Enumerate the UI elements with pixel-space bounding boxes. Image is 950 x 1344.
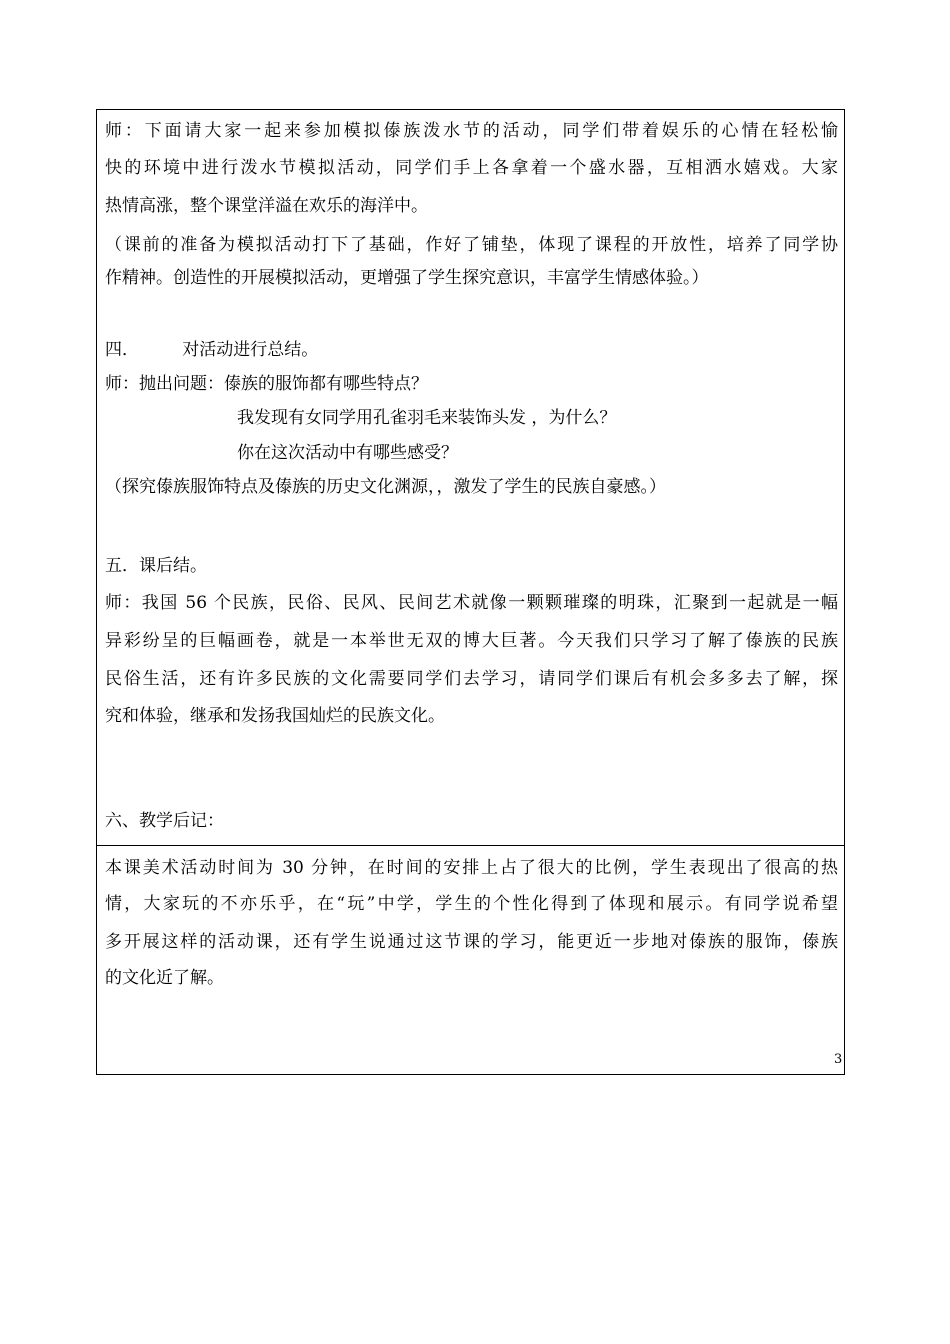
question-line: 你在这次活动中有哪些感受？	[237, 443, 458, 463]
text-line: 民俗生活，还有许多民族的文化需要同学们去学习，请同学们课后有机会多多去了解，探	[105, 669, 838, 689]
text-line: 究和体验，继承和发扬我国灿烂的民族文化。	[105, 706, 445, 726]
section-heading: 六、教学后记：	[105, 811, 224, 831]
section-heading: 四． 对活动进行总结。	[105, 340, 319, 360]
text-line: 作精神。创造性的开展模拟活动，更增强了学生探究意识，丰富学生情感体验。）	[105, 268, 709, 288]
lesson-table	[96, 109, 845, 1075]
text-line: 热情高涨，整个课堂洋溢在欢乐的海洋中。	[105, 196, 428, 216]
section-heading: 五．课后结。	[105, 556, 207, 576]
text-line: （探究傣族服饰特点及傣族的历史文化渊源，，激发了学生的民族自豪感。）	[105, 477, 666, 497]
question-line: 我发现有女同学用孔雀羽毛来装饰头发 ，为什么？	[237, 408, 617, 428]
page-number: 3	[834, 1052, 843, 1067]
text-line: 本课美术活动时间为 30 分钟，在时间的安排上占了很大的比例，学生表现出了很高的热	[105, 858, 838, 878]
reflection-cell	[97, 845, 844, 1074]
text-line: 师：下面请大家一起来参加模拟傣族泼水节的活动，同学们带着娱乐的心情在轻松愉	[105, 121, 838, 141]
activity-cell	[97, 110, 844, 845]
text-line: 异彩纷呈的巨幅画卷，就是一本举世无双的博大巨著。今天我们只学习了解了傣族的民族	[105, 631, 838, 651]
text-line: 的文化近了解。	[105, 968, 224, 988]
text-line: 师：抛出问题：傣族的服饰都有哪些特点？	[105, 374, 428, 394]
text-line: 情，大家玩的不亦乐乎，在“玩”中学，学生的个性化得到了体现和展示。有同学说希望	[105, 894, 838, 914]
text-line: 多开展这样的活动课，还有学生说通过这节课的学习，能更近一步地对傣族的服饰，傣族	[105, 932, 838, 952]
text-line: （课前的准备为模拟活动打下了基础，作好了铺垫，体现了课程的开放性，培养了同学协	[105, 235, 838, 255]
text-line: 师：我国 56 个民族，民俗、民风、民间艺术就像一颗颗璀璨的明珠，汇聚到一起就是一幅	[105, 593, 838, 613]
text-line: 快的环境中进行泼水节模拟活动，同学们手上各拿着一个盛水器，互相洒水嬉戏。大家	[105, 158, 838, 178]
